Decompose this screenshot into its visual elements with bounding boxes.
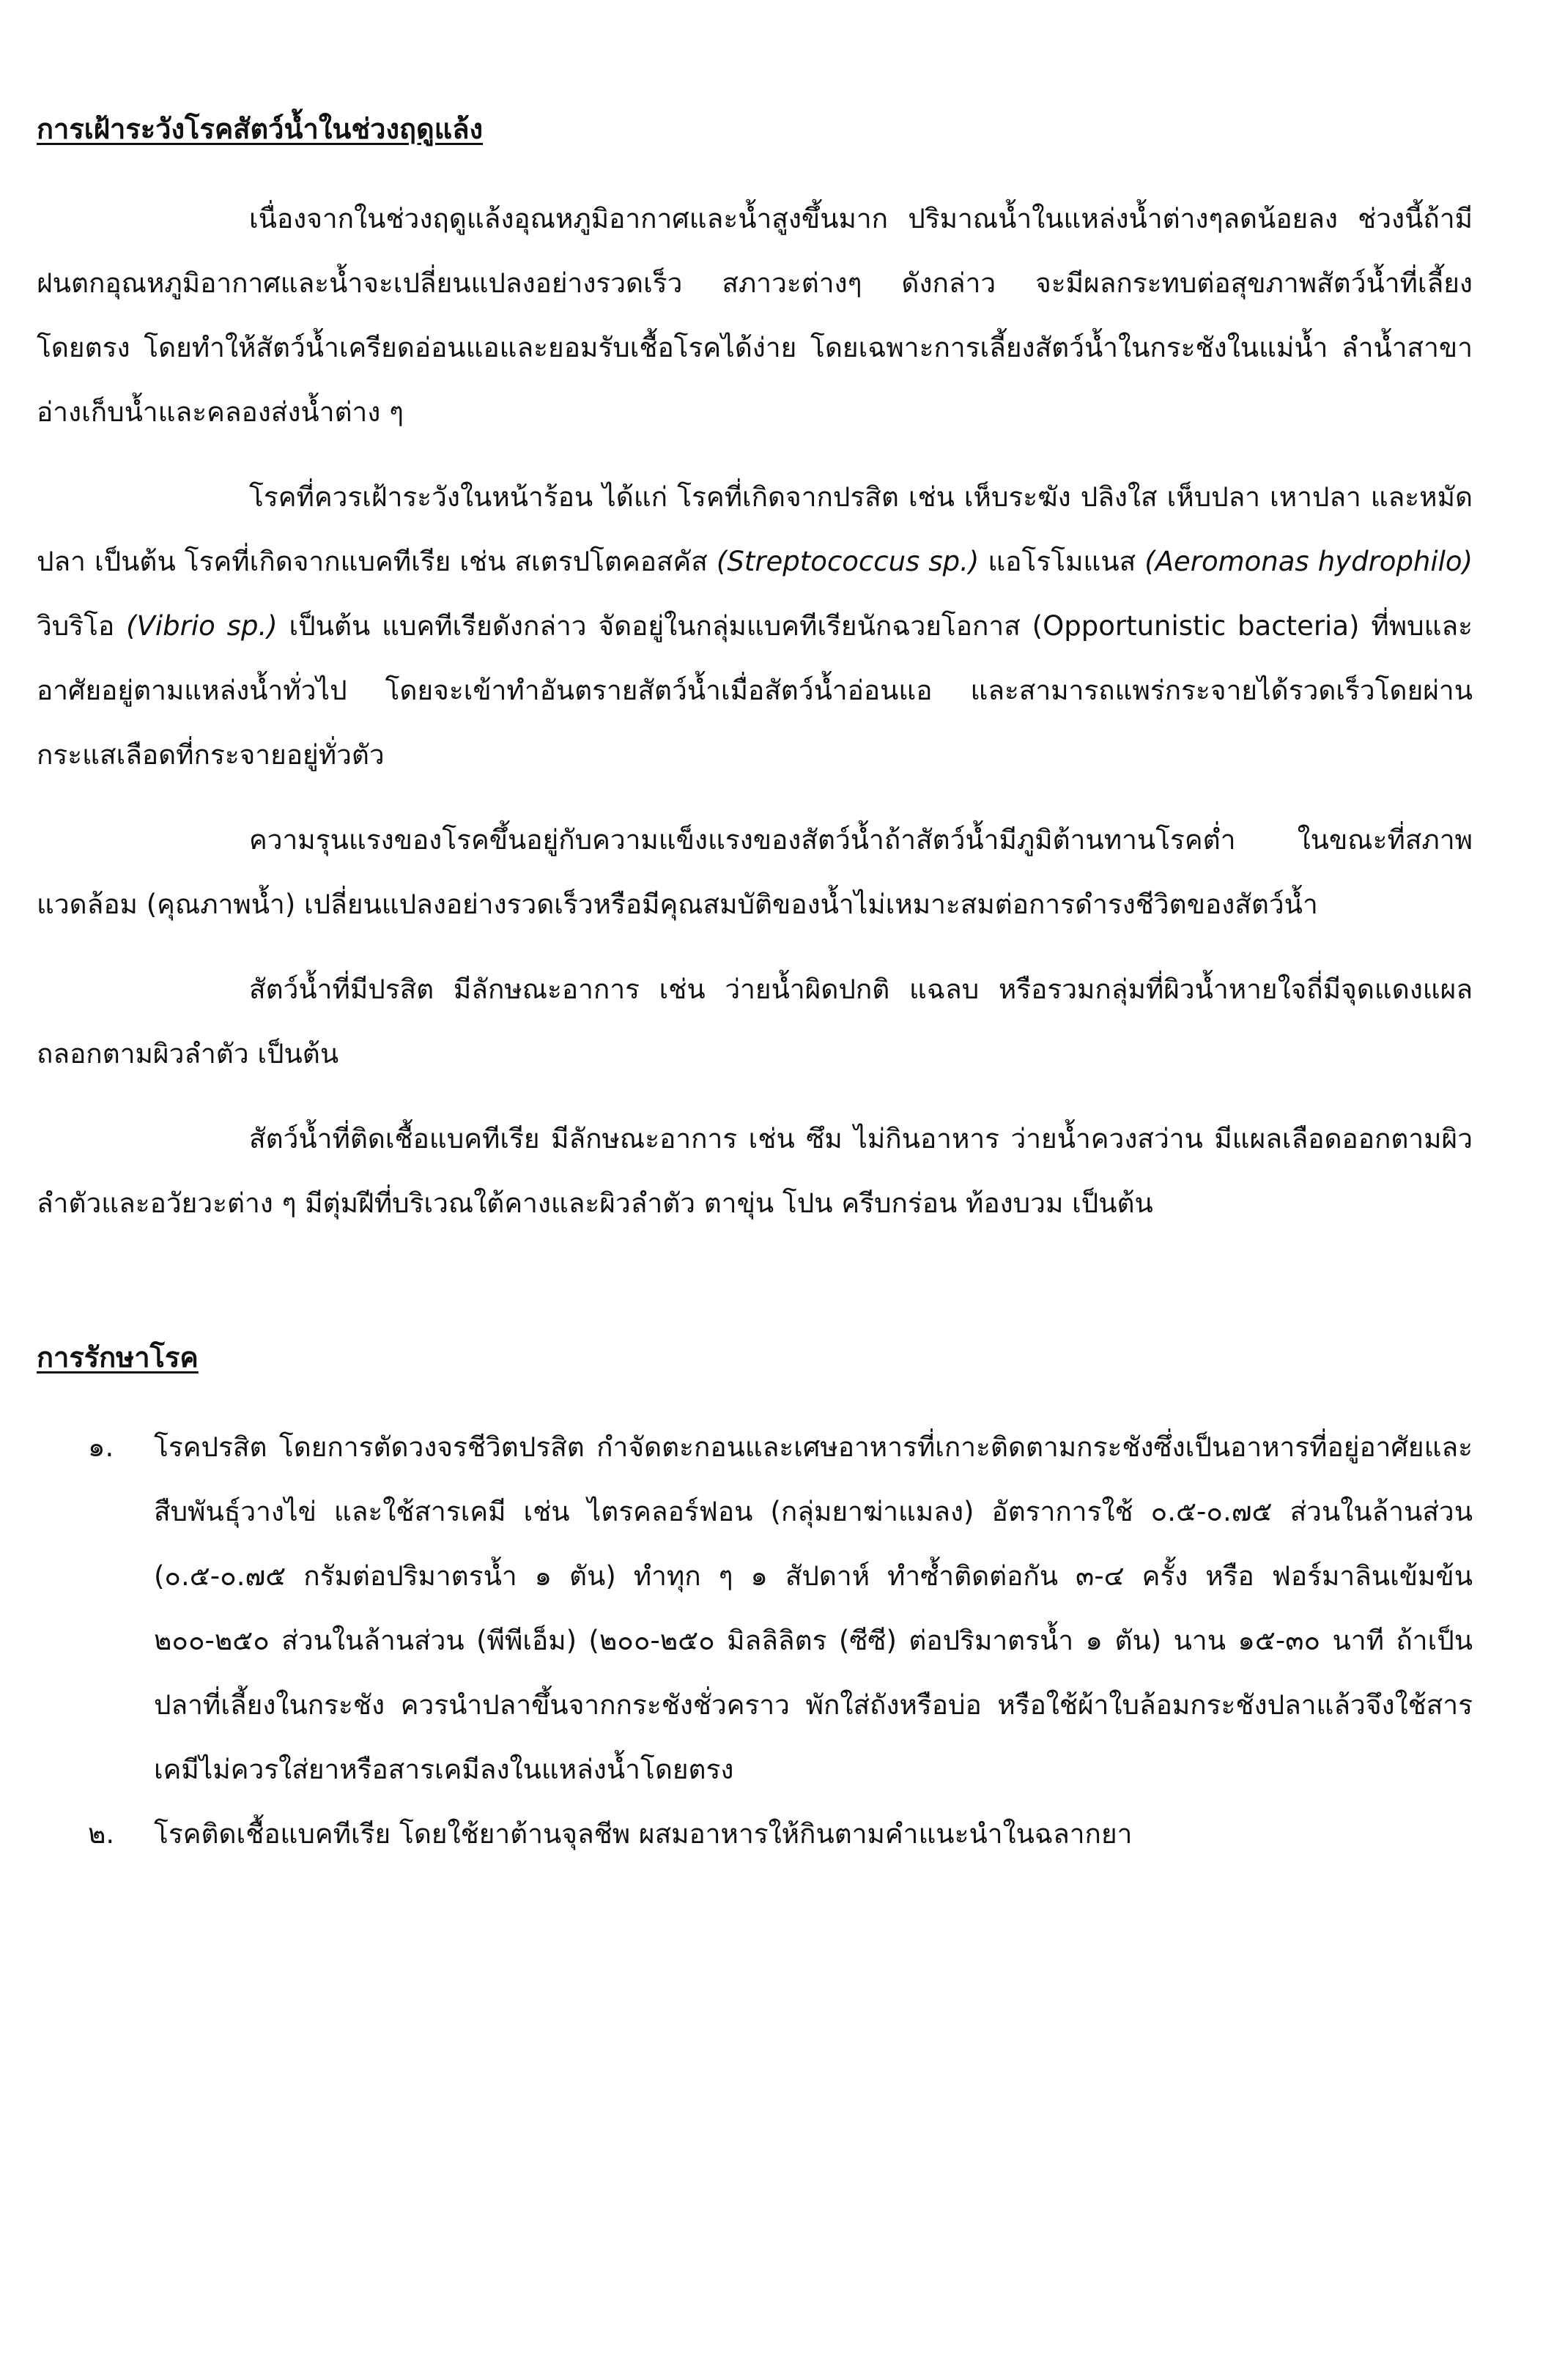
species-name-vibrio: (Vibrio sp.) <box>126 610 278 642</box>
list-item-text: โรคติดเชื้อแบคทีเรีย โดยใช้ยาต้านจุลชีพ ผสมอาหารให้กินตามคำแนะนำในฉลากยา <box>154 1818 1133 1850</box>
paragraph-drought-conditions: เนื่องจากในช่วงฤดูแล้งอุณหภูมิอากาศและน้ำสูงขึ้นมาก ปริมาณน้ำในแหล่งน้ำต่างๆลดน้อยลง ช่วงนี้ถ้ามีฝนตกอุณหภูมิอากาศและน้ำจะเปลี่ยนแปลงอย่างรวดเร็ว สภาวะต่างๆ ดังกล่าว จะมีผลกระทบต่อสุขภาพสัตว์น้ำที่เลี้ยงโดยตรง โดยทำให้สัตว์น้ำเครียดอ่อนแอและยอมรับเชื้อโรคได้ง่าย โดยเฉพาะการเลี้ยงสัตว์น้ำในกระชังในแม่น้ำ ลำน้ำสาขา อ่างเก็บน้ำและคลองส่งน้ำต่าง ๆ <box>37 203 1473 429</box>
species-name-aeromonas: (Aeromonas hydrophilo) <box>1144 546 1473 578</box>
list-item-number: ๒. <box>88 1818 115 1850</box>
paragraph-disease-severity: ความรุนแรงของโรคขึ้นอยู่กับความแข็งแรงของสัตว์น้ำถ้าสัตว์น้ำมีภูมิต้านทานโรคต่ำ ในขณะที่สภาพแวดล้อม (คุณภาพน้ำ) เปลี่ยนแปลงอย่างรวดเร็วหรือมีคุณสมบัติของน้ำไม่เหมาะสมต่อการดำรงชีวิตของสัตว์น้ำ <box>37 824 1473 921</box>
paragraph-diseases-to-watch <box>37 465 1473 787</box>
paragraph-text: แอโรโมแนส <box>979 546 1145 578</box>
list-item-number: ๑. <box>88 1431 114 1464</box>
list-item-parasite-treatment <box>37 1415 1473 1802</box>
paragraph-parasite-symptoms: สัตว์น้ำที่มีปรสิต มีลักษณะอาการ เช่น ว่ายน้ำผิดปกติ แฉลบ หรือรวมกลุ่มที่ผิวน้ำหายใจถี่มีจุดแดงแผล ถลอกตามผิวลำตัว เป็นต้น <box>37 974 1473 1070</box>
section-heading-treatment: การรักษาโรค <box>37 1341 199 1374</box>
species-name-streptococcus: (Streptococcus sp.) <box>716 546 980 578</box>
list-item-text: โรคปรสิต โดยการตัดวงจรชีวิตปรสิต กำจัดตะกอนและเศษอาหารที่เกาะติดตามกระชังซึ่งเป็นอาหารที่อยู่อาศัยและสืบพันธุ์วางไข่ และใช้สารเคมี เช่น ไตรคลอร์ฟอน (กลุ่มยาฆ่าแมลง) อัตราการใช้ ๐.๕-๐.๗๕ ส่วนในล้านส่วน (๐.๕-๐.๗๕ กรัมต่อปริมาตรน้ำ ๑ ตัน) ทำทุก ๆ ๑ สัปดาห์ ทำซ้ำติดต่อกัน ๓-๔ ครั้ง หรือ ฟอร์มาลินเข้มข้น ๒๐๐-๒๕๐ ส่วนในล้านส่วน (พีพีเอ็ม) (๒๐๐-๒๕๐ มิลลิลิตร (ซีซี) ต่อปริมาตรน้ำ ๑ ตัน) นาน ๑๕-๓๐ นาที ถ้าเป็นปลาที่เลี้ยงในกระชัง ควรนำปลาขึ้นจากกระชังชั่วคราว พักใส่ถังหรือบ่อ หรือใช้ผ้าใบล้อมกระชังปลาแล้วจึงใช้สารเคมีไม่ควรใส่ยาหรือสารเคมีลงในแหล่งน้ำโดยตรง <box>154 1431 1473 1786</box>
treatment-list <box>37 1415 1473 1866</box>
section-heading-surveillance: การเฝ้าระวังโรคสัตว์น้ำในช่วงฤดูแล้ง <box>37 113 484 145</box>
document-page <box>37 110 1473 1866</box>
paragraph-text: โรคที่ควรเฝ้าระวังในหน้าร้อน ได้แก่ โรคที่เกิดจากปรสิต เช่น เห็บระฆัง ปลิงใส เห็บปลา เหาปลา และหมัดปลา เป็นต้น โรคที่เกิดจากแบคทีเรีย เช่น สเตรปโตคอสคัส <box>37 481 1473 578</box>
paragraph-bacteria-symptoms: สัตว์น้ำที่ติดเชื้อแบคทีเรีย มีลักษณะอาการ เช่น ซึม ไม่กินอาหาร ว่ายน้ำควงสว่าน มีแผลเลือดออกตามผิว ลำตัวและอวัยวะต่าง ๆ มีตุ่มฝีที่บริเวณใต้คางและผิวลำตัว ตาขุ่น โปน ครีบกร่อน ท้องบวม เป็นต้น <box>37 1123 1473 1220</box>
list-item-bacteria-treatment <box>37 1802 1473 1866</box>
paragraph-text: วิบริโอ <box>37 610 127 642</box>
paragraph-text: เป็นต้น แบคทีเรียดังกล่าว จัดอยู่ในกลุ่มแบคทีเรียนักฉวยโอกาส (Opportunistic bacteria) ที่พบและอาศัยอยู่ตามแหล่งน้ำทั่วไป โดยจะเข้าทำอันตรายสัตว์น้ำเมื่อสัตว์น้ำอ่อนแอ และสามารถแพร่กระจายได้รวดเร็วโดยผ่านกระแสเลือดที่กระจายอยู่ทั่วตัว <box>37 610 1473 771</box>
